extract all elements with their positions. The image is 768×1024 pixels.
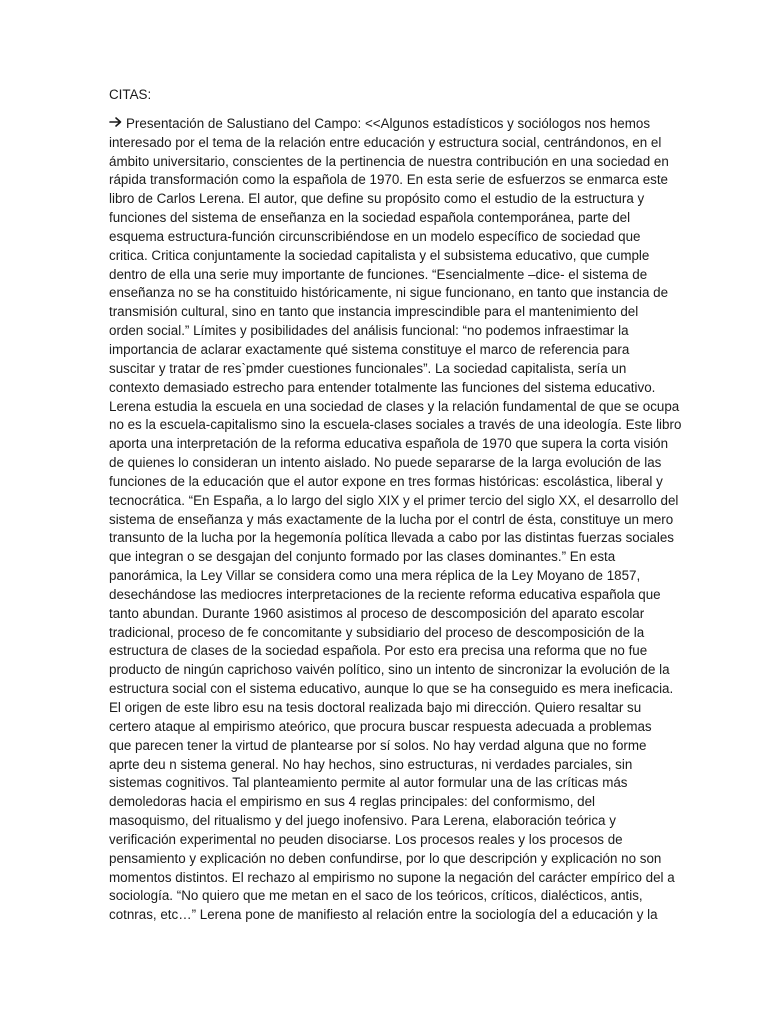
section-heading: CITAS:: [109, 87, 152, 102]
paragraph-line: panorámica, la Ley Villar se considera como una mera réplica de la Ley Moyano de 1857,: [109, 568, 641, 584]
paragraph-line-text: Presentación de Salustiano del Campo: <<Algunos estadísticos y sociólogos nos hemos: [126, 115, 651, 131]
paragraph-line: transmisión cultural, sino en tanto que instancia imprescindible para el mantenimiento del: [109, 304, 639, 320]
paragraph-line: pensamiento y explicación no deben confundirse, por lo que descripción y explicación no son: [109, 850, 662, 866]
paragraph-line: El origen de este libro esu na tesis doctoral realizada bajo mi dirección. Quiero resaltar su: [109, 700, 642, 715]
paragraph-line: libro de Carlos Lerena. El autor, que define su propósito como el estudio de la estructura y: [109, 191, 645, 207]
paragraph-line: masoquismo, del ritualismo y del juego inofensivo. Para Lerena, elaboración teórica y: [109, 813, 616, 829]
arrow-right-icon: [109, 115, 126, 134]
paragraph-line: esquema estructura-función circunscribiéndose en un modelo específico de sociedad que: [109, 228, 641, 244]
document-body: [109, 86, 682, 925]
paragraph-line: orden social.” Límites y posibilidades del análisis funcional: “no podemos infraestimar la: [109, 323, 629, 339]
paragraph-line: aporta una interpretación de la reforma educativa española de 1970 que supera la corta visión: [109, 436, 669, 452]
paragraph-line: funciones del sistema de enseñanza en la sociedad española contemporánea, parte del: [109, 210, 631, 226]
paragraph-line: certero ataque al empirismo ateórico, que procura buscar respuesta adecuada a problemas: [109, 718, 652, 734]
paragraph-line: critica. Critica conjuntamente la sociedad capitalista y el subsistema educativo, que cumple: [109, 247, 650, 263]
paragraph-line: sistema de enseñanza y más exactamente de la lucha por el contrl de ésta, constituye un mero: [109, 511, 674, 527]
paragraph-line: que parecen tener la virtud de plantearse por sí solos. No hay verdad alguna que no forme: [109, 737, 647, 753]
citation-paragraph: [109, 115, 682, 925]
paragraph-line: tradicional, proceso de fe concomitante y subsidiario del proceso de descomposición de la: [109, 624, 645, 640]
paragraph-line: suscitar y tratar de res`pmder cuestiones funcionales”. La sociedad capitalista, sería un: [109, 360, 627, 376]
paragraph-line: [109, 115, 659, 134]
paragraph-line: no es la escuela-capitalismo sino la escuela-clases sociales a través de una ideología. Este libro: [109, 417, 682, 433]
paragraph-line: momentos distintos. El rechazo al empirismo no supone la negación del carácter empírico del a: [109, 869, 675, 885]
paragraph-line: importancia de aclarar exactamente qué sistema constituye el marco de referencia para: [109, 341, 630, 357]
paragraph-line: transunto de la lucha por la hegemonía política llevada a cabo por las distintas fuerzas sociales: [109, 530, 674, 546]
paragraph-line: sistemas cognitivos. Tal planteamiento permite al autor formular una de las críticas más: [109, 775, 628, 791]
paragraph-line: interesado por el tema de la relación entre educación y estructura social, centrándonos, en el: [109, 134, 662, 150]
paragraph-line: dentro de ella una serie muy importante de funciones. “Esencialmente –dice- el sistema de: [109, 266, 648, 282]
paragraph-line: rápida transformación como la española de 1970. En esta serie de esfuerzos se enmarca este: [109, 172, 669, 188]
paragraph-line: Lerena estudia la escuela en una sociedad de clases y la relación fundamental de que se ocupa: [109, 398, 680, 414]
paragraph-line: cotnras, etc…” Lerena pone de manifiesto al relación entre la sociología del a educación y la: [109, 907, 658, 923]
paragraph-line: demoledoras hacia el empirismo en sus 4 reglas principales: del conformismo, del: [109, 794, 596, 810]
paragraph-line: estructura de clases de la sociedad española. Por esto era precisa una reforma que no fue: [109, 643, 648, 659]
paragraph-line: contexto demasiado estrecho para entender totalmente las funciones del sistema educativo.: [109, 379, 656, 395]
paragraph-line: producto de ningún caprichoso vaivén político, sino un intento de sincronizar la evolución de la: [109, 662, 670, 678]
paragraph-line: de quienes lo consideran un intento aislado. No puede separarse de la larga evolución de las: [109, 455, 662, 471]
paragraph-line: sociología. “No quiero que me metan en el saco de los teóricos, críticos, dialécticos, antis,: [109, 888, 643, 904]
paragraph-line: enseñanza no se ha constituido históricamente, ni sigue funcionano, en tanto que instancia de: [109, 285, 669, 301]
paragraph-line: aprte deu n sistema general. No hay hechos, sino estructuras, ni verdades parciales, sin: [109, 756, 633, 772]
paragraph-line: tanto abundan. Durante 1960 asistimos al proceso de descomposición del aparato escolar: [109, 605, 645, 621]
paragraph-line: verificación experimental no peuden disociarse. Los procesos reales y los procesos de: [109, 831, 623, 847]
paragraph-line: estructura social con el sistema educativo, aunque lo que se ha conseguido es mera ineficacia.: [109, 681, 674, 697]
paragraph-line: tecnocrática. “En España, a lo largo del siglo XIX y el primer tercio del siglo XX, el desarrollo del: [109, 492, 679, 508]
paragraph-line: funciones de la educación que el autor expone en tres formas históricas: escolástica, liberal y: [109, 473, 663, 489]
paragraph-line: que integran o se desgajan del conjunto formado por las clases dominantes.” En esta: [109, 549, 616, 565]
paragraph-line: ámbito universitario, conscientes de la pertinencia de nuestra contribución en una sociedad en: [109, 153, 669, 169]
paragraph-line: desechándose las mediocres interpretaciones de la reciente reforma educativa española que: [109, 586, 661, 602]
